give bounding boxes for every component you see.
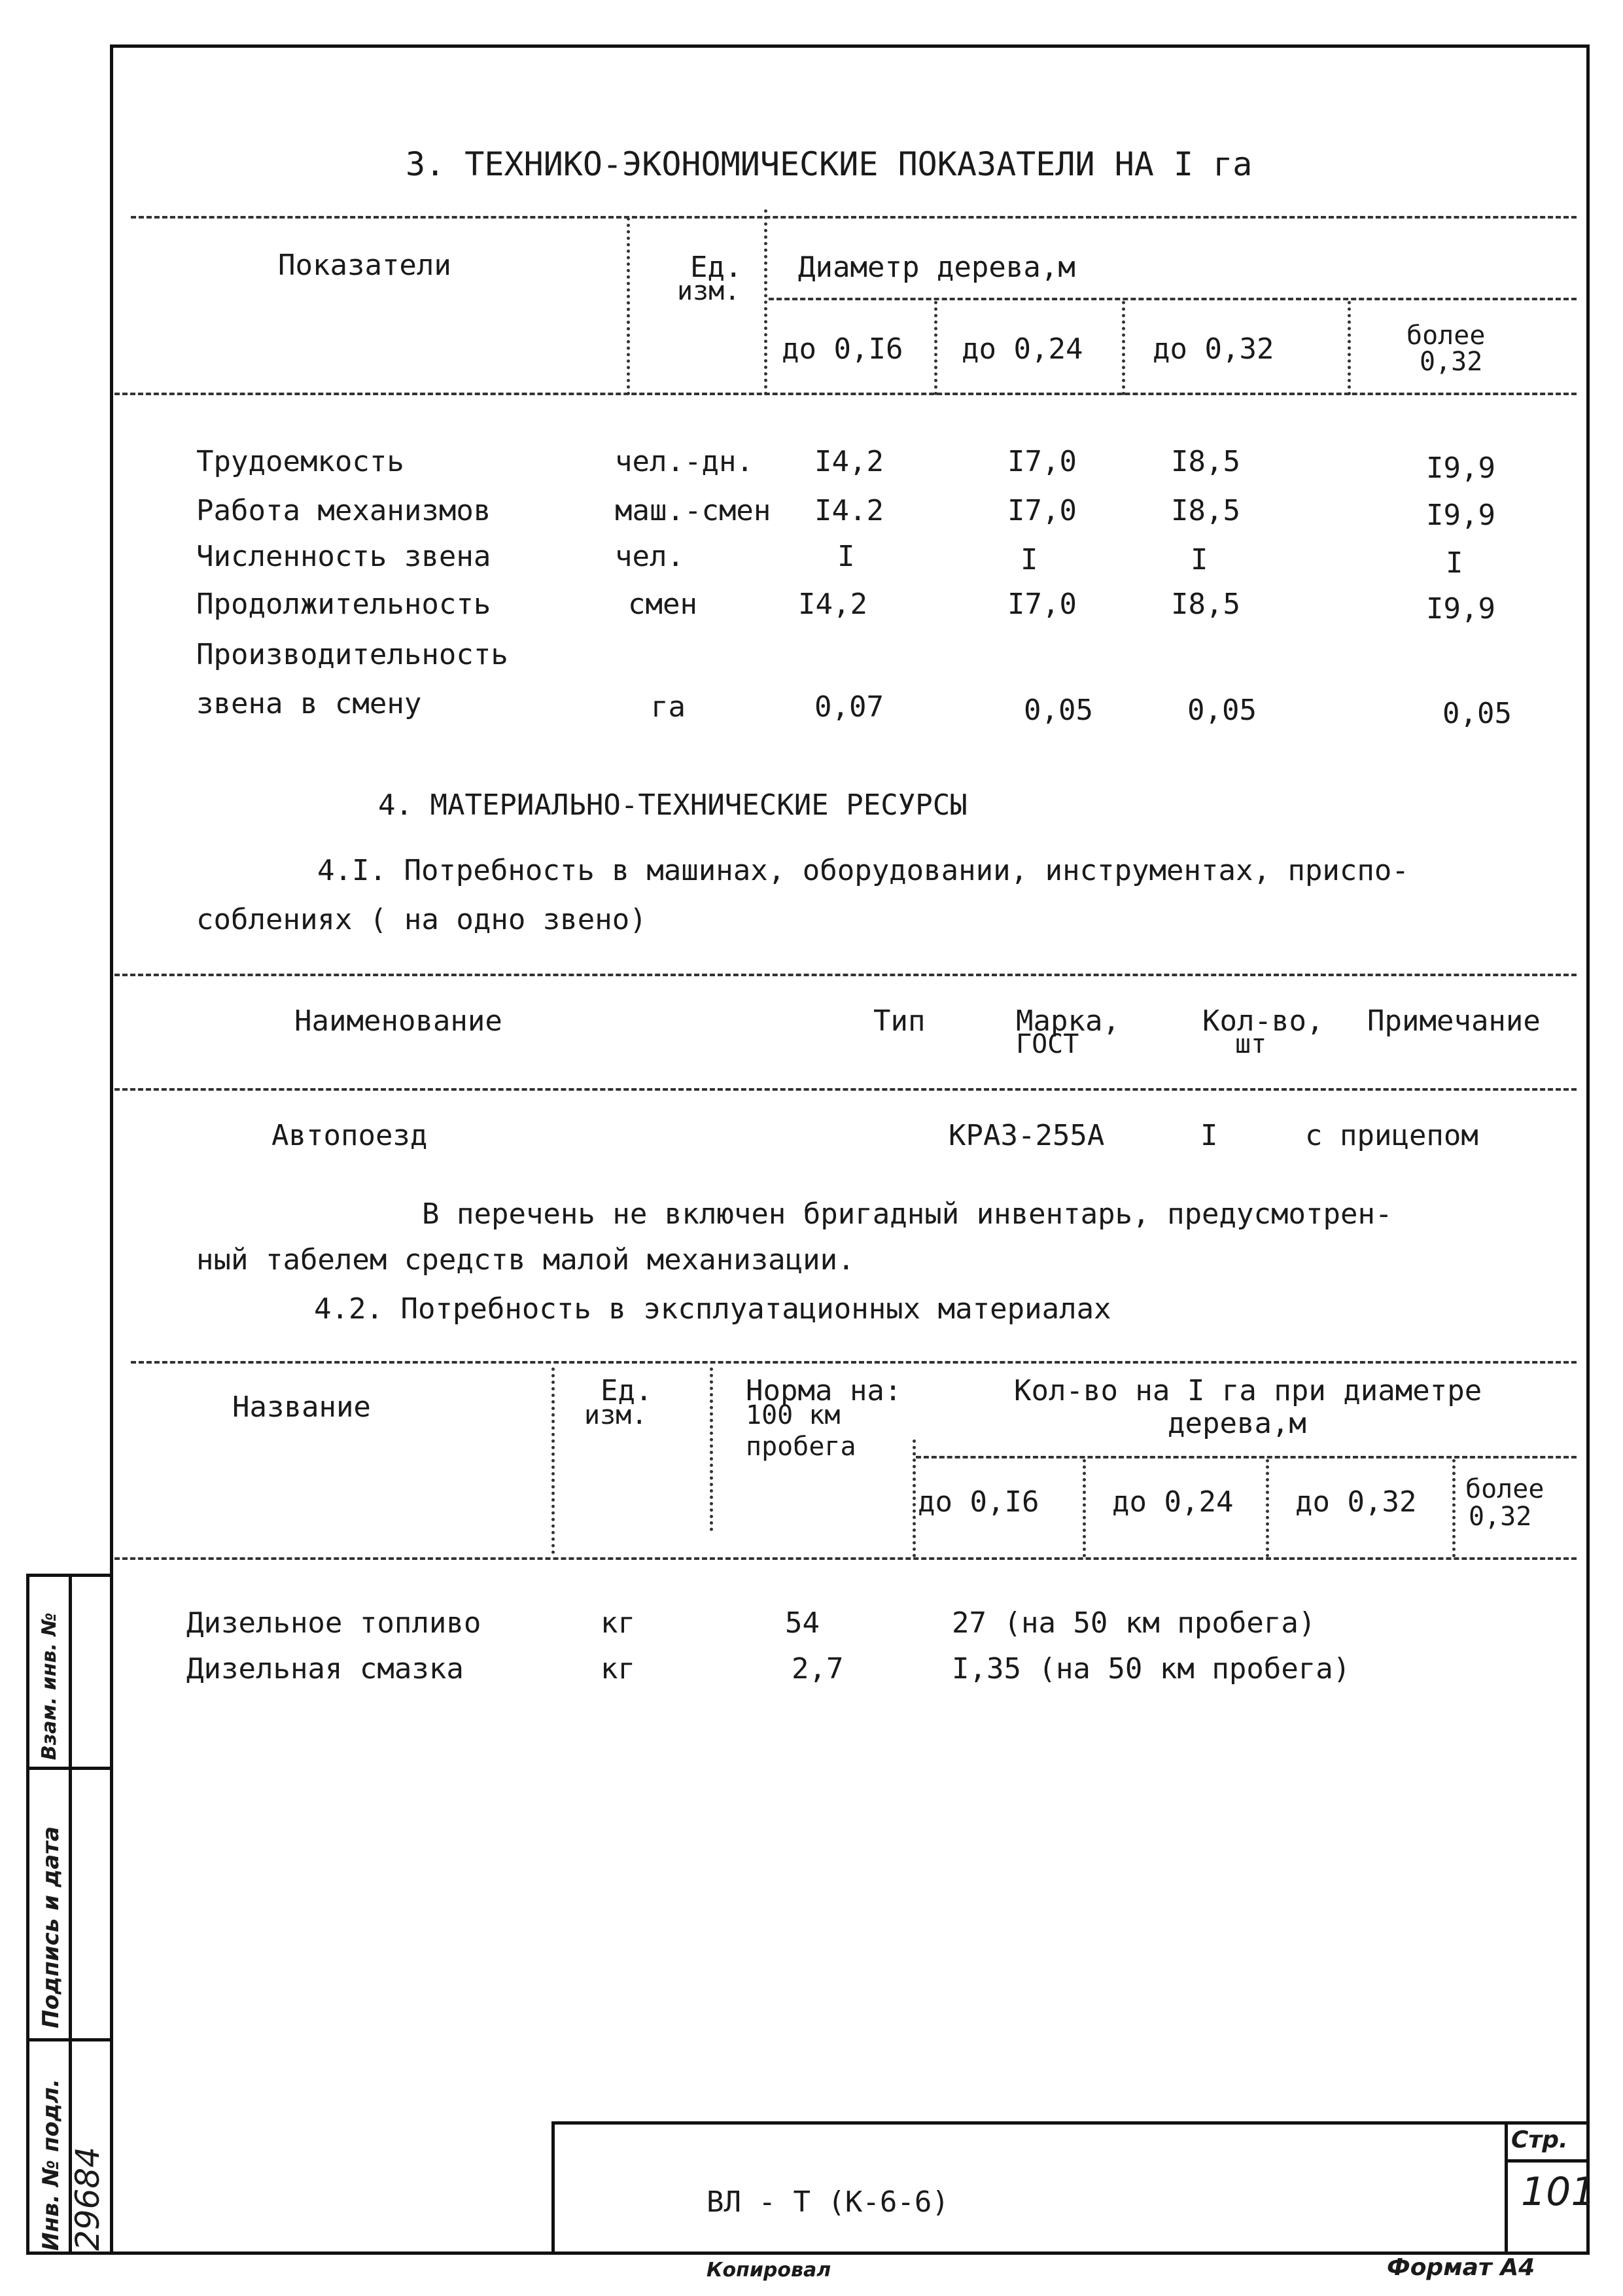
- page-number: 101: [1521, 2169, 1596, 2215]
- row-value: I4,2: [798, 588, 867, 621]
- column-divider: [627, 217, 630, 395]
- section-3-title: 3. ТЕХНИКО-ЭКОНОМИЧЕСКИЕ ПОКАЗАТЕЛИ НА I га: [406, 145, 1253, 183]
- note-line2: ный табелем средств малой механизации.: [196, 1243, 855, 1277]
- column-divider: [934, 301, 937, 395]
- header-d4: более: [1406, 321, 1486, 351]
- table2-row-unit: кг: [601, 1652, 635, 1686]
- header-unit: Ед.: [690, 251, 742, 284]
- left-strip-rule: [26, 2038, 110, 2041]
- table1-row-note: с прицепом: [1305, 1119, 1478, 1152]
- row-value: I7,0: [1007, 494, 1077, 527]
- header-d2: до 0,24: [962, 332, 1083, 366]
- column-divider: [764, 209, 767, 395]
- row-value: I4.2: [814, 494, 884, 527]
- row-name: Работа механизмов: [196, 494, 491, 527]
- row-value: I8,5: [1171, 494, 1240, 527]
- table2-row-norm: 54: [785, 1606, 820, 1640]
- header-d1: до 0,I6: [782, 332, 903, 366]
- row-value: I: [837, 540, 855, 573]
- table1-header-type: Тип: [873, 1004, 926, 1038]
- column-divider: [1122, 301, 1125, 395]
- row-unit: чел.: [615, 540, 684, 573]
- table1-header-note: Примечание: [1367, 1004, 1541, 1038]
- row-value: I9,9: [1426, 499, 1495, 532]
- table2-subheader-rule: [916, 1456, 1577, 1458]
- table1-row-qty: I: [1200, 1119, 1218, 1152]
- table1-row-name: Автопоезд: [271, 1119, 428, 1152]
- table2-header-norm-2: 100 км: [746, 1400, 841, 1430]
- table2-header-qty-2: дерева,м: [1168, 1407, 1306, 1440]
- table2-row-name: Дизельная смазка: [186, 1652, 464, 1686]
- row-value: 0,05: [1442, 697, 1512, 730]
- row-value: I: [1191, 543, 1208, 576]
- inventory-number: 29684: [69, 2146, 107, 2251]
- table2-header-unit: Ед.: [601, 1374, 653, 1407]
- table1-top-rule: [114, 974, 1577, 976]
- column-divider: [1266, 1459, 1269, 1557]
- row-value: 0,07: [814, 690, 884, 724]
- row-name: Производительность: [196, 638, 508, 671]
- subsection-4-1-line1: 4.I. Потребность в машинах, оборудовании, инструментах, приспо-: [317, 854, 1409, 887]
- table2-top-rule: [131, 1361, 1577, 1364]
- header-d4-2: 0,32: [1420, 347, 1483, 377]
- row-unit: смен: [628, 588, 697, 621]
- header-d3: до 0,32: [1153, 332, 1274, 366]
- column-divider: [1452, 1459, 1456, 1557]
- row-value: I9,9: [1426, 451, 1495, 485]
- table2-header-d2: до 0,24: [1112, 1485, 1234, 1519]
- table2-header-name: Название: [232, 1390, 371, 1424]
- header-indicator: Показатели: [278, 249, 451, 282]
- row-name: Продолжительность: [196, 588, 491, 621]
- row-value: 0,05: [1187, 694, 1257, 727]
- table1-header-rule: [114, 1088, 1577, 1091]
- row-value: I7,0: [1007, 588, 1077, 621]
- table2-row-unit: кг: [601, 1606, 635, 1640]
- table2-row-norm: 2,7: [792, 1652, 844, 1686]
- column-divider: [913, 1439, 916, 1557]
- row-value: I8,5: [1171, 588, 1240, 621]
- left-strip-rule: [26, 1767, 110, 1770]
- row-value: I7,0: [1007, 445, 1077, 478]
- note-line1: В перечень не включен бригадный инвентарь, предусмотрен-: [422, 1197, 1393, 1231]
- row-value: I9,9: [1426, 592, 1495, 626]
- subsection-4-2: 4.2. Потребность в эксплуатационных материалах: [314, 1292, 1111, 1326]
- subheader-rule: [769, 298, 1577, 300]
- replacement-inventory-label: Взам. инв. №: [38, 1612, 61, 1760]
- header-bottom-rule: [114, 393, 1577, 395]
- table2-header-d3: до 0,32: [1295, 1485, 1417, 1519]
- row-value: I4,2: [814, 445, 884, 478]
- table2-header-unit-2: изм.: [584, 1400, 648, 1430]
- row-unit: га: [651, 690, 686, 724]
- row-unit: чел.-дн.: [615, 445, 754, 478]
- table2-header-d4: более: [1465, 1474, 1544, 1504]
- row-value: I: [1446, 546, 1463, 580]
- row-name: звена в смену: [196, 687, 422, 720]
- table2-row-qty: I,35 (на 50 км пробега): [952, 1652, 1351, 1686]
- table2-header-rule: [114, 1557, 1577, 1560]
- table2-row-qty: 27 (на 50 км пробега): [952, 1606, 1316, 1640]
- row-name: Трудоемкость: [196, 445, 404, 478]
- page-number-divider: [1505, 2159, 1590, 2163]
- document-code: ВЛ - Т (К-6-6): [707, 2185, 949, 2219]
- row-name: Численность звена: [196, 540, 491, 573]
- inventory-label: Инв. № подл.: [38, 2078, 64, 2251]
- page-label: Стр.: [1511, 2127, 1568, 2153]
- subsection-4-1-line2: соблениях ( на одно звено): [196, 903, 647, 936]
- column-divider: [1348, 301, 1351, 395]
- table1-header-qty: Кол-во,: [1202, 1004, 1324, 1038]
- row-value: I8,5: [1171, 445, 1240, 478]
- table2-header-qty: Кол-во на I га при диаметре: [1014, 1374, 1482, 1407]
- table1-header-qty-2: шт: [1235, 1029, 1267, 1059]
- column-divider: [551, 1368, 555, 1554]
- signature-date-label: Подпись и дата: [38, 1826, 64, 2028]
- table2-row-name: Дизельное топливо: [186, 1606, 481, 1640]
- copied-by-label: Копировал: [707, 2259, 831, 2282]
- column-divider: [1083, 1459, 1086, 1557]
- table1-row-mark: КРАЗ-255А: [949, 1119, 1105, 1152]
- row-value: 0,05: [1024, 694, 1093, 727]
- header-unit-2: изм.: [677, 276, 741, 306]
- table2-header-d1: до 0,I6: [918, 1485, 1039, 1519]
- header-diameter: Диаметр дерева,м: [798, 251, 1075, 284]
- format-label: Формат А4: [1387, 2254, 1535, 2281]
- table2-header-norm-3: пробега: [746, 1432, 856, 1462]
- table1-header-name: Наименование: [294, 1004, 502, 1038]
- column-divider: [710, 1368, 713, 1531]
- table-top-rule: [131, 216, 1577, 219]
- section-4-title: 4. МАТЕРИАЛЬНО-ТЕХНИЧЕСКИЕ РЕСУРСЫ: [378, 788, 968, 822]
- row-unit: маш.-смен: [615, 494, 771, 527]
- table2-header-norm: Норма на:: [746, 1374, 902, 1407]
- table2-header-d4-2: 0,32: [1469, 1502, 1532, 1532]
- table1-header-mark-2: ГОСТ: [1016, 1029, 1079, 1059]
- table1-header-mark: Марка,: [1016, 1004, 1120, 1038]
- row-value: I: [1021, 543, 1038, 576]
